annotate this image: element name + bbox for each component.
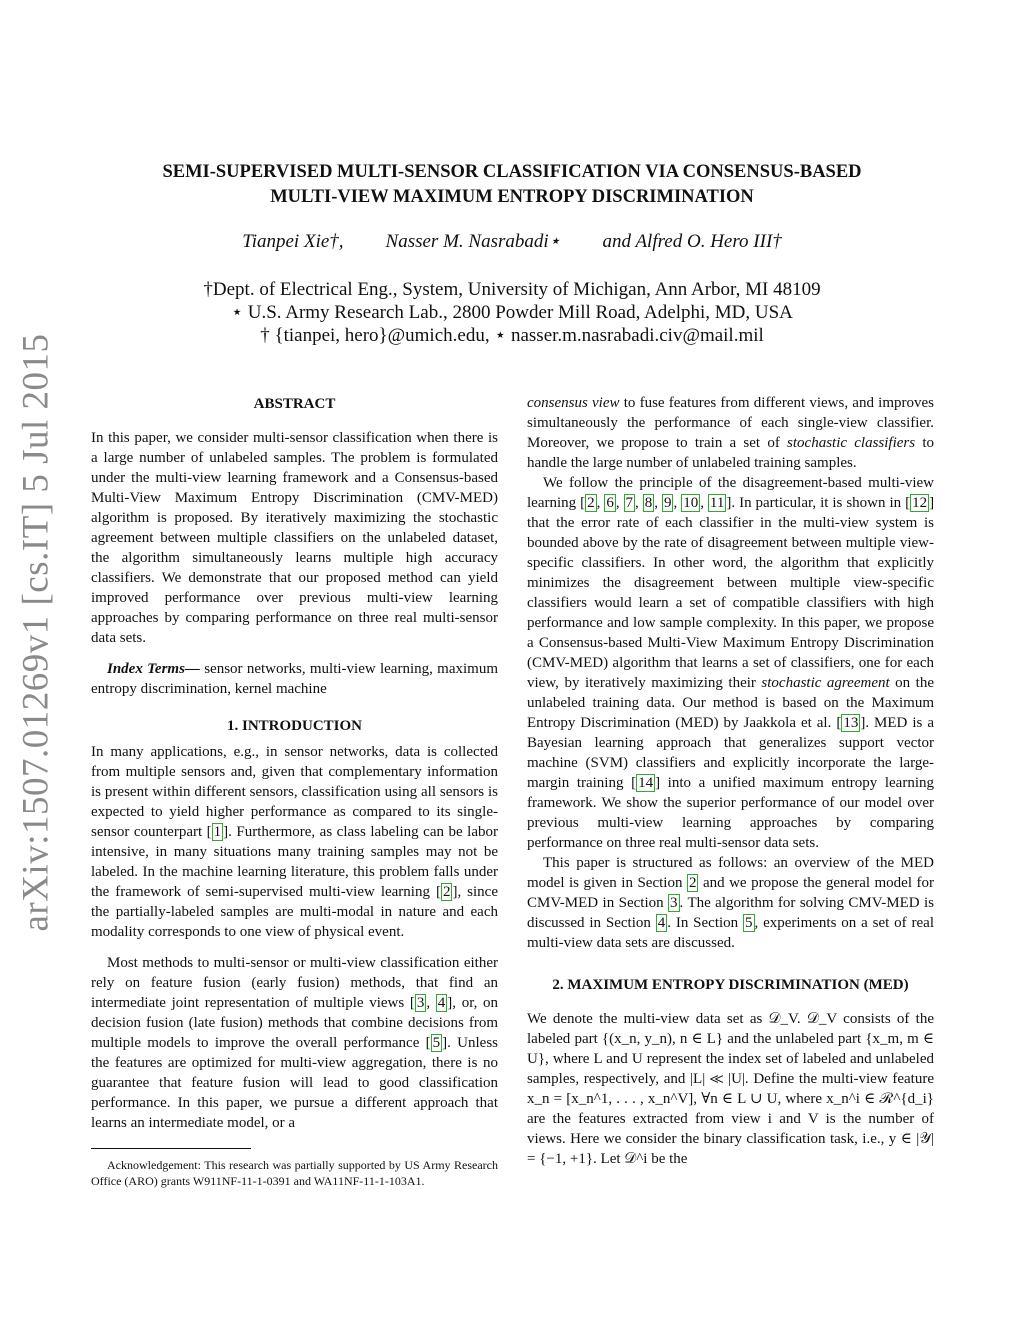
title-line-1: SEMI-SUPERVISED MULTI-SENSOR CLASSIFICATION VIA CONSENSUS-BASED [162,162,862,182]
affiliation-emails: † {tianpei, hero}@umich.edu, ⋆ nasser.m.nasrabadi.civ@mail.mil [260,325,764,346]
abstract-heading: ABSTRACT [253,396,336,412]
left-column [91,393,498,1189]
intro-paragraph-2: Most methods to multi-sensor or multi-view classification either rely on feature fusion (early fusion) methods, that find an intermediate joint representation of multiple views [ 3 , 4 ], or, on decision fusion (late fusion) methods that combine decisions from multiple models to improve the overall performance [ 5 ]. Unless the features are optimized for multi-view aggregation, there is no guarantee that feature fusion will lead to good classification performance. In this paper, we pursue a different approach that learns an intermediate model, or a [91,955,499,1131]
citation-link[interactable]: 6 [606,495,614,511]
citation-link[interactable]: 13 [843,715,859,731]
section-link[interactable]: 4 [657,915,666,931]
affiliation-1: †Dept. of Electrical Eng., System, University of Michigan, Ann Arbor, MI 48109 [203,279,821,300]
citation-link[interactable]: 10 [683,495,699,511]
intro-paragraph-1: In many applications, e.g., in sensor networks, data is collected from multiple sensors and, given that complementary information is present within different sensors, classification using all sensors is expected to yield higher performance as compared to its single-sensor counterpart [ 1 ]. Furthermore, as class labeling can be labor intensive, in many situations many training samples may not be labeled. In the machine learning literature, this problem falls under the framework of semi-supervised multi-view learning [ 2 ], since the partially-labeled samples are multi-modal in nature and each modality corresponds to one view of physical event. [91,744,498,940]
affiliation-2: ⋆ U.S. Army Research Lab., 2800 Powder Mill Road, Adelphi, MD, USA [231,302,793,323]
citation-link[interactable]: 7 [625,495,634,511]
footnote-rule [91,1148,251,1149]
arxiv-sidebar [12,332,60,932]
author-list [100,230,924,253]
citation-link[interactable]: 2 [442,884,451,900]
intro-heading: 1. INTRODUCTION [226,718,362,734]
section-link[interactable]: 5 [745,915,753,931]
author-2: Nasser M. Nasrabadi⋆ [385,231,561,252]
right-paragraph-1: consensus view to fuse features from different views, and improves simultaneously the performance of each single-view classifier. Moreover, we propose to train a set of stochastic classifiers to handle the large number of unlabeled training samples. [527,395,935,471]
citation-link[interactable]: 1 [213,824,222,840]
citation-link[interactable]: 11 [709,495,725,511]
author-3: and Alfred O. Hero III† [602,231,782,252]
citation-link[interactable]: 3 [416,995,425,1011]
author-1: Tianpei Xie†, [242,231,344,252]
citation-link[interactable]: 2 [587,495,595,511]
affiliations [100,278,924,347]
right-column [527,393,934,1169]
paper-title [100,160,924,210]
section-link[interactable]: 3 [670,895,678,911]
title-line-2: MULTI-VIEW MAXIMUM ENTROPY DISCRIMINATION [270,187,754,207]
citation-link[interactable]: 9 [663,495,672,511]
citation-link[interactable]: 8 [644,495,653,511]
index-terms-label: Index Terms— [107,661,200,677]
index-terms [91,659,498,699]
section-link[interactable]: 2 [688,875,697,891]
arxiv-id: arXiv:1507.01269v1 [cs.IT] 5 Jul 2015 [15,332,57,932]
right-paragraph-2: We follow the principle of the disagreement-based multi-view learning [ 2 , 6 , 7 , 8 , 9 , 10 , 11 ]. In particular, it is shown in [ 12 ] that the error rate of each classifier in the multi-view system is bounded above by the rate of disagreement between multiple view-specific classifiers. In other word, the algorithm that explicitly minimizes the disagreement between multiple view-specific classifiers would learn a set of compatible classifiers with high performance and low sample complexity. In this paper, we propose a Consensus-based Multi-View Maximum Entropy Discrimination (CMV-MED) algorithm that learns a set of classifiers, one for each view, by iteratively maximizing their stochastic agreement on the unlabeled training data. Our method is based on the Maximum Entropy Discrimination (MED) by Jaakkola et al. [ 13 ]. MED is a Bayesian learning approach that generalizes support vector machine (SVM) classifiers and explicitly incorporate the large-margin training [ 14 ] into a unified maximum entropy learning framework. We show the superior performance of our model over previous multi-view learning approaches by comparing performance on three real multi-sensor data sets. [527,475,935,851]
section-2-heading: 2. MAXIMUM ENTROPY DISCRIMINATION (MED) [552,977,909,993]
citation-link[interactable]: 5 [432,1035,441,1051]
index-terms-text: sensor networks, multi-view learning, maximum entropy discrimination, kernel machine [91,661,498,697]
citation-link[interactable]: 4 [437,995,446,1011]
citation-link[interactable]: 14 [638,775,654,791]
citation-link[interactable]: 12 [912,495,928,511]
abstract-text: In this paper, we consider multi-sensor classification when there is a large number of unlabeled samples. The problem is formulated under the multi-view learning framework and a Consensus-based Multi-View Maximum Entropy Discrimination (CMV-MED) algorithm is proposed. By iteratively maximizing the stochastic agreement between multiple classifiers on the unlabeled dataset, the algorithm simultaneously learns multiple high accuracy classifiers. We demonstrate that our proposed method can yield improved performance over previous multi-view learning approaches by comparing performance on three real multi-sensor data sets. [91,430,498,646]
section-2-paragraph: We denote the multi-view data set as 𝒟_V. 𝒟_V consists of the labeled part {(x_n, y_n), n ∈ L} and the unlabeled part {x_m, m ∈ U}, where L and U represent the index set of labeled and unlabeled samples, respectively, and |L| ≪ |U|. Define the multi-view feature x_n = [x_n^1, . . . , x_n^V], ∀n ∈ L ∪ U, where x_n^i ∈ ℛ^{d_i} are the features extracted from view i and V is the number of views. Here we consider the binary classification task, i.e., y ∈ |𝒴| = {−1, +1}. Let 𝒟^i be the [527,1011,934,1167]
right-paragraph-3: This paper is structured as follows: an overview of the MED model is given in Section 2 and we propose the general model for CMV-MED in Section 3 . The algorithm for solving CMV-MED is discussed in Section 4 . In Section 5 , experiments on a set of real multi-view data sets are discussed. [527,855,934,951]
footnote: Acknowledgement: This research was partially supported by US Army Research Office (ARO) grants W911NF-11-1-0391 and WA11NF-11-1-103A1. [91,1158,498,1188]
